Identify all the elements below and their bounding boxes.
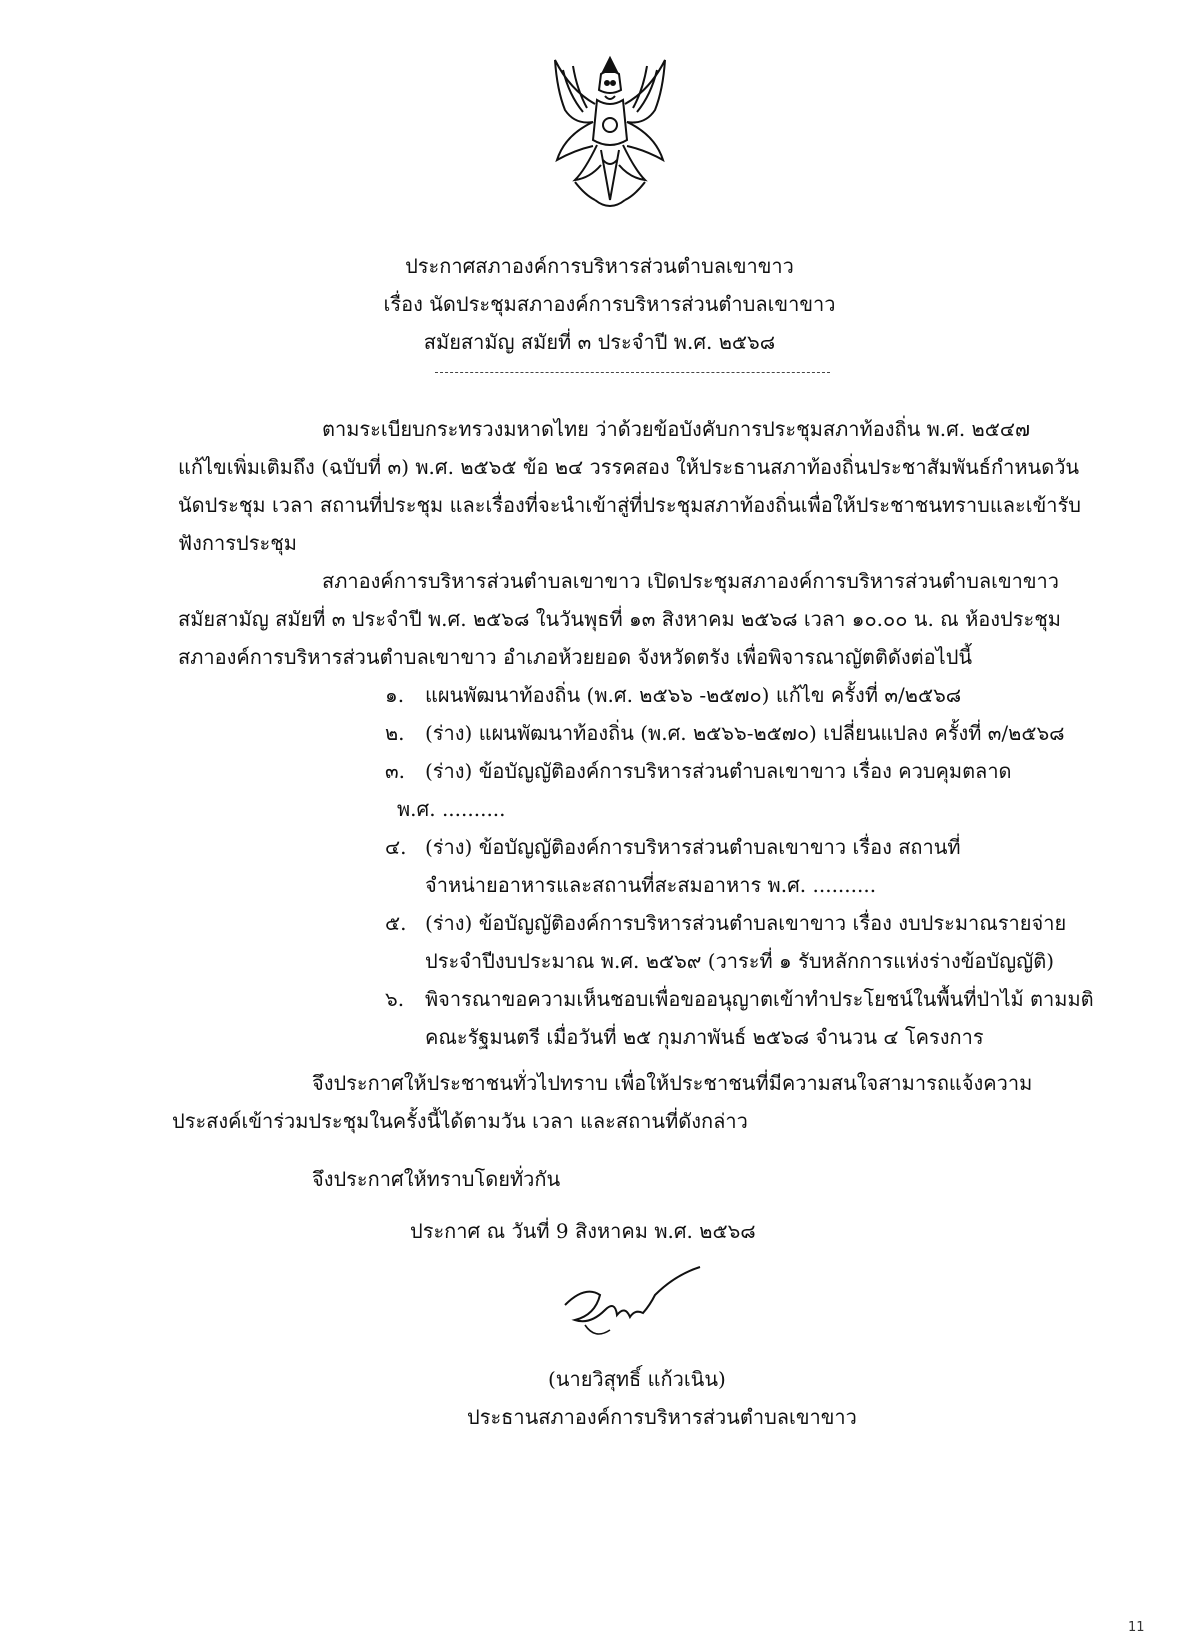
paragraph-2-line-1: สภาองค์การบริหารส่วนตำบลเขาขาว เปิดประชุมสภาองค์การบริหารส่วนตำบลเขาขาว [322,569,1060,593]
closing-statement: จึงประกาศให้ทราบโดยทั่วกัน [312,1167,561,1191]
agenda-item-text: ประจำปีงบประมาณ พ.ศ. ๒๕๖๙ (วาระที่ ๑ รับหลักการแห่งร่างข้อบัญญัติ) [425,949,1055,973]
agenda-item-text: (ร่าง) ข้อบัญญัติองค์การบริหารส่วนตำบลเขาขาว เรื่อง สถานที่ [425,835,961,859]
page-mark: 11 [1128,1620,1145,1635]
agenda-item-text: พิจารณาขอความเห็นชอบเพื่อขออนุญาตเข้าทำประโยชน์ในพื้นที่ป่าไม้ ตามมติ [425,987,1094,1011]
paragraph-1-line-3: นัดประชุม เวลา สถานที่ประชุม และเรื่องที่จะนำเข้าสู่ที่ประชุมสภาท้องถิ่นเพื่อให้ประชาชนทราบและเข้ารับ [178,493,1081,517]
paragraph-1-line-4: ฟังการประชุม [178,531,297,555]
agenda-item-text: แผนพัฒนาท้องถิ่น (พ.ศ. ๒๕๖๖ -๒๕๗๐) แก้ไข ครั้งที่ ๓/๒๕๖๘ [425,683,962,707]
paragraph-2-line-2: สมัยสามัญ สมัยที่ ๓ ประจำปี พ.ศ. ๒๕๖๘ ในวันพุธที่ ๑๓ สิงหาคม ๒๕๖๘ เวลา ๑๐.๐๐ น. ณ ห้องประชุม [178,607,1061,631]
garuda-emblem-icon [535,50,685,220]
paragraph-1-line-1: ตามระเบียบกระทรวงมหาดไทย ว่าด้วยข้อบังคับการประชุมสภาท้องถิ่น พ.ศ. ๒๕๔๗ [322,417,1031,441]
paragraph-1-line-2: แก้ไขเพิ่มเติมถึง (ฉบับที่ ๓) พ.ศ. ๒๕๖๕ ข้อ ๒๔ วรรคสอง ให้ประธานสภาท้องถิ่นประชาสัมพันธ์กำหนดวัน [178,455,1080,479]
closing-line-2: ประสงค์เข้าร่วมประชุมในครั้งนี้ได้ตามวัน เวลา และสถานที่ดังกล่าว [172,1109,748,1133]
agenda-item-text: (ร่าง) แผนพัฒนาท้องถิ่น (พ.ศ. ๒๕๖๖-๒๕๗๐) เปลี่ยนแปลง ครั้งที่ ๓/๒๕๖๘ [425,721,1065,745]
agenda-item-number: ๕. [385,911,407,935]
announcement-date: ประกาศ ณ วันที่ 9 สิงหาคม พ.ศ. ๒๕๖๘ [410,1219,756,1243]
agenda-item-number: ๑. [385,683,405,707]
signer-name: (นายวิสุทธิ์ แก้วเนิน) [548,1367,726,1391]
agenda-item-text: จำหน่ายอาหารและสถานที่สะสมอาหาร พ.ศ. .......... [425,873,877,897]
announcement-subject: เรื่อง นัดประชุมสภาองค์การบริหารส่วนตำบลเขาขาว [383,292,836,316]
agenda-item-text: (ร่าง) ข้อบัญญัติองค์การบริหารส่วนตำบลเขาขาว เรื่อง งบประมาณรายจ่าย [425,911,1067,935]
agenda-item-text: คณะรัฐมนตรี เมื่อวันที่ ๒๕ กุมภาพันธ์ ๒๕๖๘ จำนวน ๔ โครงการ [425,1025,984,1049]
agenda-item-text: พ.ศ. .......... [397,797,506,821]
announcement-title: ประกาศสภาองค์การบริหารส่วนตำบลเขาขาว [405,254,794,278]
agenda-item-text: (ร่าง) ข้อบัญญัติองค์การบริหารส่วนตำบลเขาขาว เรื่อง ควบคุมตลาด [425,759,1012,783]
paragraph-2-line-3: สภาองค์การบริหารส่วนตำบลเขาขาว อำเภอห้วยยอด จังหวัดตรัง เพื่อพิจารณาญัตติดังต่อไปนี้ [178,645,973,669]
announcement-session: สมัยสามัญ สมัยที่ ๓ ประจำปี พ.ศ. ๒๕๖๘ [423,330,776,354]
signer-position: ประธานสภาองค์การบริหารส่วนตำบลเขาขาว [467,1405,857,1429]
agenda-list [385,676,1094,1056]
header-divider [435,372,830,373]
agenda-item-number: ๓. [385,759,406,783]
closing-line-1: จึงประกาศให้ประชาชนทั่วไปทราบ เพื่อให้ประชาชนที่มีความสนใจสามารถแจ้งความ [312,1071,1033,1095]
agenda-item-number: ๔. [385,835,407,859]
agenda-item-number: ๖. [385,987,405,1011]
signature [555,1265,705,1350]
agenda-item-number: ๒. [385,721,405,745]
